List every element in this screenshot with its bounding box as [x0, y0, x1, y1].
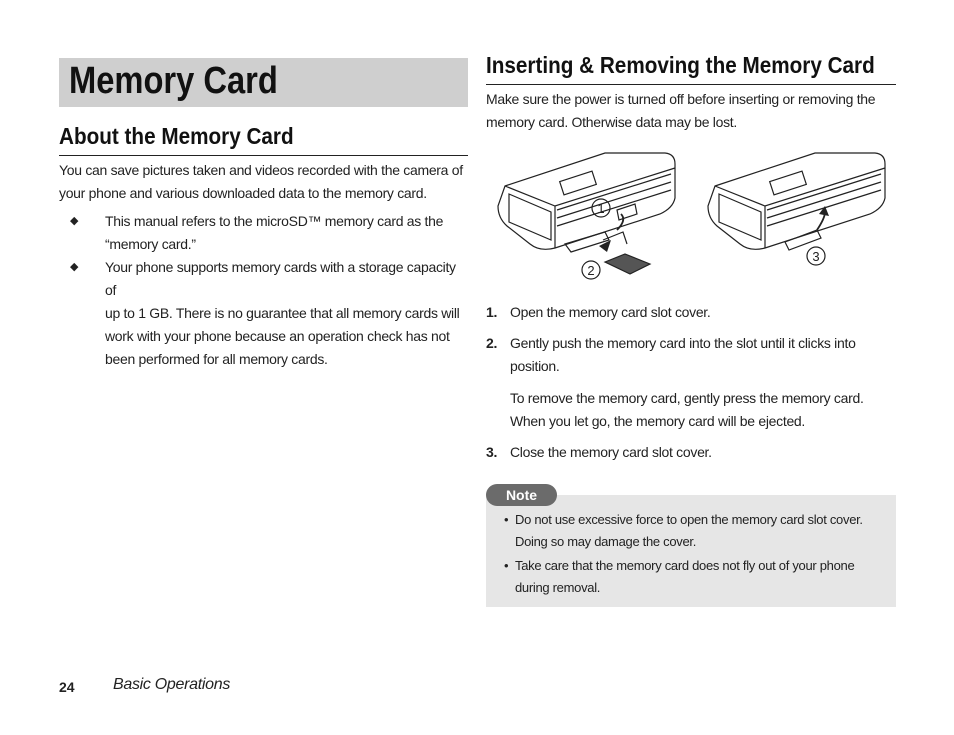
remove-line: When you let go, the memory card will be ejected. [510, 413, 806, 429]
step-line: Gently push the memory card into the slot until it clicks into [510, 335, 856, 351]
remove-line: To remove the memory card, gently press the memory card. [510, 390, 864, 406]
callout-1-icon [592, 199, 610, 217]
svg-text:2: 2 [587, 263, 595, 278]
page-title: Memory Card [69, 60, 278, 102]
step-number: 3. [486, 444, 498, 460]
about-intro-line: your phone and various downloaded data to the memory card. [59, 185, 427, 201]
about-bullet-2 [70, 256, 470, 367]
about-intro [59, 159, 469, 205]
dot-bullet-icon: • [504, 558, 509, 573]
callout-3-icon [807, 247, 825, 265]
note-line: during removal. [515, 580, 601, 595]
about-heading-rule [59, 155, 468, 156]
note-label: Note [486, 484, 557, 506]
callout-2-icon [582, 261, 600, 279]
about-intro-line: You can save pictures taken and videos recorded with the camera of [59, 162, 463, 178]
svg-text:3: 3 [812, 249, 820, 264]
step-number: 1. [486, 304, 498, 320]
inserting-intro [486, 88, 896, 134]
remove-instructions [510, 387, 900, 433]
note-line: Do not use excessive force to open the memory card slot cover. [515, 512, 863, 527]
inserting-intro-line: Make sure the power is turned off before inserting or removing the [486, 91, 876, 107]
bullet-line: “memory card.” [105, 236, 196, 252]
diamond-bullet-icon: ◆ [70, 261, 79, 273]
page-number: 24 [59, 679, 75, 695]
note-line: Doing so may damage the cover. [515, 534, 697, 549]
phone-open-slot-illustration [498, 153, 675, 274]
inserting-heading-rule [486, 84, 896, 85]
note-line: Take care that the memory card does not fly out of your phone [515, 558, 855, 573]
bullet-line: Your phone supports memory cards with a storage capacity of [105, 259, 456, 298]
inserting-intro-line: memory card. Otherwise data may be lost. [486, 114, 737, 130]
inserting-heading: Inserting & Removing the Memory Card [486, 52, 875, 78]
memory-card-illustration [495, 148, 895, 288]
step-number: 2. [486, 335, 498, 351]
bullet-line: work with your phone because an operation check has not [105, 328, 450, 344]
phone-close-slot-illustration [708, 153, 885, 250]
bullet-line: up to 1 GB. There is no guarantee that all memory cards will [105, 305, 460, 321]
diamond-bullet-icon: ◆ [70, 215, 79, 227]
section-name: Basic Operations [113, 676, 231, 693]
step-line: Close the memory card slot cover. [510, 444, 712, 460]
page-title-bar [59, 58, 468, 107]
about-heading: About the Memory Card [59, 123, 294, 149]
step-line: position. [510, 358, 560, 374]
step-line: Open the memory card slot cover. [510, 304, 711, 320]
bullet-line: This manual refers to the microSD™ memory card as the [105, 213, 444, 229]
dot-bullet-icon: • [504, 512, 509, 527]
svg-text:1: 1 [597, 201, 605, 216]
about-bullet-1 [70, 210, 470, 256]
bullet-line: been performed for all memory cards. [105, 351, 328, 367]
